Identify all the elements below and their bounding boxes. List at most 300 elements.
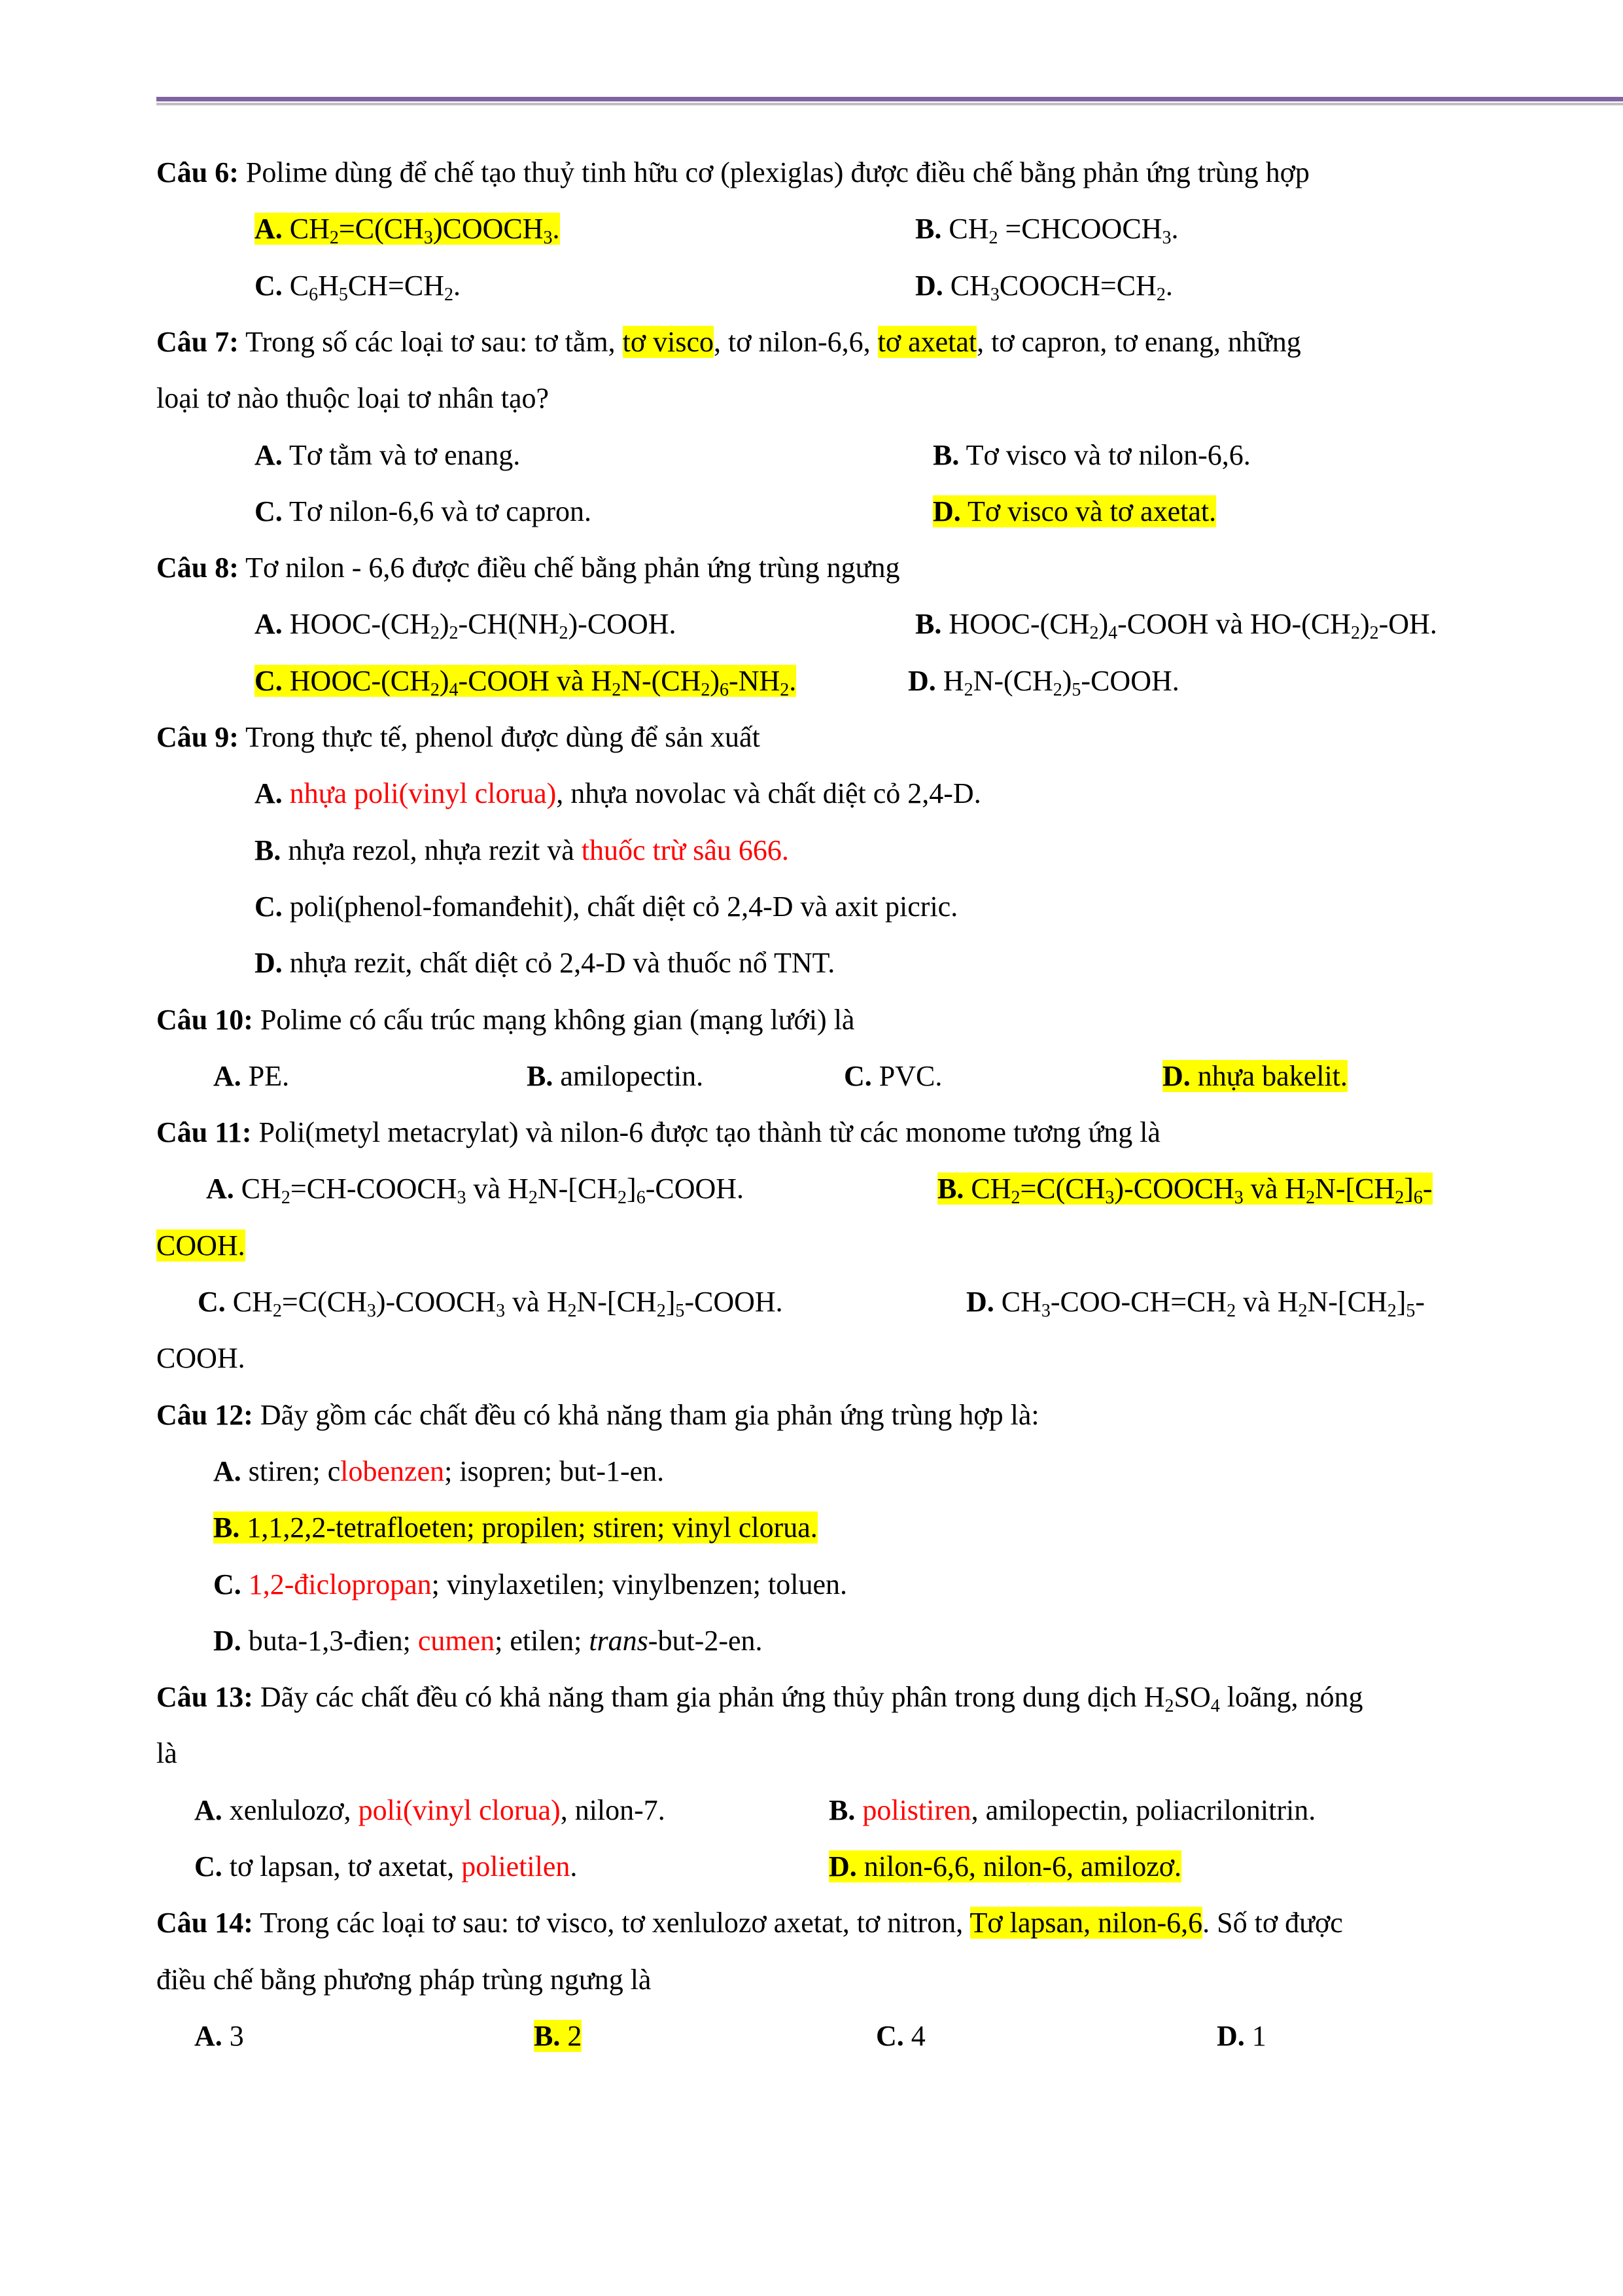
text-segment: 2: [612, 679, 621, 700]
answer-option[interactable]: [908, 653, 1179, 709]
correct-answer-highlight: [254, 664, 797, 700]
question-number: Câu 10:: [156, 1003, 253, 1036]
option-label: D.: [1162, 1059, 1191, 1092]
question-number: Câu 11:: [156, 1116, 252, 1149]
text-segment: HOOC-(CH: [289, 608, 430, 641]
option-label: B.: [213, 1511, 240, 1544]
text-segment: N-(CH: [621, 664, 701, 697]
answer-option[interactable]: [198, 1274, 783, 1330]
option-label: B.: [829, 1793, 856, 1826]
text-segment: 5: [338, 284, 348, 305]
text-segment: .: [552, 213, 560, 245]
answer-option-continuation: [156, 1218, 245, 1274]
marked-text: nhựa poli(vinyl clorua): [289, 777, 557, 810]
option-content: [844, 1060, 942, 1092]
option-content: [254, 439, 520, 471]
text-segment: ; etilen;: [495, 1624, 589, 1657]
text-segment: ; isopren; but-1-en.: [444, 1455, 665, 1487]
answer-option[interactable]: [933, 427, 1251, 484]
marked-text: polistiren: [862, 1793, 971, 1826]
text-segment: 3: [229, 2019, 244, 2052]
option-label: D.: [829, 1850, 857, 1882]
correct-answer-highlight: [937, 1173, 1433, 1209]
text-segment: 3: [1041, 1301, 1051, 1321]
text-segment: Tơ visco và tơ nilon-6,6.: [966, 438, 1251, 471]
option-label: B.: [933, 438, 960, 471]
text-segment: 1: [1251, 2019, 1266, 2052]
text-segment: Dãy các chất đều có khả năng tham gia phản ứng thủy phân trong dung dịch H: [260, 1681, 1165, 1714]
text-segment: 2: [559, 623, 568, 644]
correct-answer-highlight: [213, 1511, 818, 1544]
answer-option[interactable]: [534, 2008, 582, 2064]
text-segment: ]: [1404, 1173, 1414, 1205]
text-segment: HOOC-(CH: [289, 664, 430, 697]
option-label: A.: [194, 1793, 222, 1826]
option-label: A.: [213, 1059, 241, 1092]
text-segment: .: [453, 269, 461, 302]
question-stem: [156, 1669, 1363, 1725]
option-label: C.: [254, 890, 283, 923]
answer-option-continuation: [156, 1330, 245, 1386]
highlighted-text: Tơ lapsan, nilon-6,6: [969, 1907, 1203, 1939]
text-segment: COOH.: [156, 1229, 245, 1262]
option-label: D.: [908, 664, 936, 697]
answer-option[interactable]: [213, 1048, 289, 1104]
correct-answer-highlight: [1162, 1060, 1348, 1092]
text-segment: amilopectin.: [560, 1059, 704, 1092]
text-segment: COOCH=CH: [999, 269, 1157, 302]
text-segment: trans: [589, 1624, 648, 1657]
question-number: Câu 14:: [156, 1907, 253, 1939]
option-content: [198, 1286, 783, 1321]
option-label: A.: [254, 777, 283, 810]
text-segment: )COOCH: [432, 213, 544, 245]
option-label: C.: [254, 269, 283, 302]
correct-answer-highlight: [156, 1229, 245, 1262]
marked-text: lobenzen: [340, 1455, 445, 1487]
option-content: [527, 1060, 703, 1092]
text-segment: =C(CH: [338, 213, 424, 245]
text-segment: CH: [971, 1173, 1011, 1205]
text-segment: 3: [423, 228, 433, 249]
answer-option[interactable]: [915, 201, 1178, 257]
text-segment: =CHCOOCH: [998, 213, 1162, 245]
highlighted-text: tơ axetat: [877, 325, 977, 358]
text-segment: 2: [444, 284, 453, 305]
correct-answer-highlight: [933, 495, 1216, 527]
option-content: [194, 1794, 665, 1826]
text-segment: CH: [1001, 1286, 1041, 1318]
header-rule: [156, 97, 1623, 101]
option-label: D.: [915, 269, 943, 302]
option-label: C.: [198, 1286, 226, 1318]
answer-option[interactable]: [254, 766, 981, 822]
text-segment: 2: [329, 228, 339, 249]
question-stem: [156, 992, 854, 1048]
text-segment: 2: [430, 679, 440, 700]
text-segment: .: [1171, 213, 1179, 245]
question-stem: [156, 370, 549, 427]
text-segment: là: [156, 1737, 177, 1770]
text-segment: 2: [567, 2019, 582, 2052]
text-segment: 2: [656, 1301, 666, 1321]
text-segment: ): [1098, 608, 1109, 641]
text-segment: -: [1415, 1286, 1425, 1318]
text-segment: -COOH.: [684, 1286, 783, 1318]
answer-option[interactable]: [915, 596, 1437, 652]
question-number: Câu 12:: [156, 1398, 253, 1431]
text-segment: =C(CH: [281, 1286, 367, 1318]
text-segment: Dãy gồm các chất đều có khả năng tham gia phản ứng trùng hợp là:: [260, 1398, 1039, 1431]
question-stem: [156, 145, 1310, 201]
answer-option[interactable]: [254, 484, 591, 540]
marked-text: poli(vinyl clorua): [358, 1793, 561, 1826]
text-segment: -COOH và H: [458, 664, 612, 697]
text-segment: .: [1165, 269, 1173, 302]
correct-answer-highlight: [829, 1850, 1181, 1882]
text-segment: SO: [1174, 1681, 1211, 1714]
answer-option[interactable]: [1162, 1048, 1348, 1104]
text-segment: Tơ nilon-6,6 và tơ capron.: [289, 495, 591, 527]
text-segment: .: [570, 1850, 578, 1882]
text-segment: H: [318, 269, 339, 302]
option-label: A.: [206, 1173, 234, 1205]
option-content: [915, 608, 1437, 644]
text-segment: tơ lapsan, tơ axetat,: [229, 1850, 462, 1882]
text-segment: -OH.: [1378, 608, 1437, 641]
text-segment: 2: [1306, 1188, 1316, 1209]
question-number: Câu 6:: [156, 156, 239, 188]
answer-option[interactable]: [1217, 2008, 1266, 2064]
marked-text: 1,2-điclopropan: [248, 1568, 432, 1600]
text-segment: 2: [1156, 284, 1166, 305]
option-content: [829, 1794, 1316, 1826]
option-content: [915, 213, 1179, 249]
highlighted-text: tơ visco: [622, 325, 714, 358]
text-segment: loãng, nóng: [1219, 1681, 1363, 1714]
marked-text: thuốc trừ sâu 666.: [581, 834, 789, 866]
text-segment: 2: [1387, 1301, 1397, 1321]
text-segment: 2: [449, 623, 459, 644]
text-segment: ]: [665, 1286, 676, 1318]
option-label: A.: [254, 608, 283, 641]
text-segment: N-[CH: [576, 1286, 657, 1318]
option-content: [213, 1625, 763, 1657]
text-segment: Trong số các loại tơ sau: tơ tằm,: [245, 325, 623, 358]
text-segment: loại tơ nào thuộc loại tơ nhân tạo?: [156, 382, 550, 415]
text-segment: 3: [457, 1188, 466, 1209]
text-segment: 3: [543, 228, 553, 249]
text-segment: 2: [567, 1301, 577, 1321]
option-content: [254, 834, 789, 866]
text-segment: , nilon-7.: [560, 1793, 665, 1826]
option-content: [254, 891, 958, 923]
option-content: [206, 1173, 744, 1209]
text-segment: 3: [496, 1301, 506, 1321]
text-segment: CH: [289, 213, 330, 245]
text-segment: Poli(metyl metacrylat) và nilon-6 được tạo thành từ các monome tương ứng là: [258, 1116, 1161, 1149]
text-segment: )-COOCH: [375, 1286, 497, 1318]
text-segment: 3: [1105, 1188, 1115, 1209]
text-segment: =C(CH: [1020, 1173, 1106, 1205]
header-rule-shadow: [156, 103, 1623, 105]
text-segment: 2: [1011, 1188, 1021, 1209]
text-segment: -COOH.: [645, 1173, 744, 1205]
text-segment: Trong các loại tơ sau: tơ visco, tơ xenlulozơ axetat, tơ nitron,: [260, 1907, 970, 1939]
option-label: C.: [254, 495, 283, 527]
option-label: A.: [213, 1455, 241, 1487]
answer-option[interactable]: [206, 1161, 744, 1217]
option-label: C.: [876, 2019, 904, 2052]
option-label: B.: [527, 1059, 553, 1092]
text-segment: 2: [964, 679, 973, 700]
text-segment: N-[CH: [537, 1173, 618, 1205]
answer-option[interactable]: [194, 1782, 665, 1839]
option-label: D.: [1217, 2019, 1245, 2052]
text-segment: COOH.: [156, 1342, 245, 1375]
text-segment: CH: [241, 1173, 281, 1205]
marked-text: cumen: [417, 1624, 495, 1657]
answer-option[interactable]: [213, 1613, 763, 1669]
option-label: D.: [254, 947, 283, 980]
text-segment: 1,1,2,2-tetrafloeten; propilen; stiren; vinyl clorua.: [247, 1511, 818, 1544]
option-content: [194, 2020, 244, 2052]
option-label: D.: [933, 495, 961, 527]
text-segment: N-[CH: [1315, 1173, 1395, 1205]
text-segment: buta-1,3-đien;: [248, 1624, 418, 1657]
question-stem: [156, 1387, 1039, 1443]
text-segment: =CH-COOCH: [290, 1173, 457, 1205]
text-segment: ; vinylaxetilen; vinylbenzen; toluen.: [431, 1568, 847, 1600]
question-number: Câu 8:: [156, 552, 239, 584]
text-segment: 6: [309, 284, 319, 305]
marked-text: polietilen: [461, 1850, 570, 1882]
text-segment: 2: [618, 1188, 627, 1209]
option-content: [933, 439, 1251, 471]
text-segment: N-[CH: [1307, 1286, 1387, 1318]
text-segment: Tơ nilon - 6,6 được điều chế bằng phản ứng trùng ngưng: [245, 552, 900, 584]
text-segment: -: [1422, 1173, 1433, 1205]
answer-option[interactable]: [254, 258, 461, 314]
text-segment: 2: [1298, 1301, 1308, 1321]
question-stem: [156, 709, 760, 766]
text-segment: . Số tơ được: [1202, 1907, 1343, 1939]
option-content: [254, 947, 835, 979]
option-label: C.: [213, 1568, 241, 1600]
answer-option[interactable]: [966, 1274, 1425, 1330]
option-label: B.: [915, 213, 942, 245]
text-segment: 2: [272, 1301, 282, 1321]
option-content: [915, 269, 1173, 305]
question-stem: [156, 314, 1301, 370]
text-segment: nhựa rezol, nhựa rezit và: [288, 834, 582, 866]
text-segment: 4: [449, 679, 459, 700]
question-number: Câu 9:: [156, 721, 239, 753]
text-segment: ]: [627, 1173, 637, 1205]
option-content: [156, 1342, 245, 1374]
answer-option[interactable]: [933, 484, 1216, 540]
text-segment: ]: [1396, 1286, 1406, 1318]
option-label: C.: [254, 664, 283, 697]
text-segment: .: [789, 664, 797, 697]
text-segment: stiren; c: [248, 1455, 341, 1487]
question-number: Câu 7:: [156, 325, 239, 358]
question-stem: [156, 1104, 1161, 1161]
text-segment: 2: [701, 679, 710, 700]
text-segment: H: [943, 664, 964, 697]
text-segment: nhựa rezit, chất diệt cỏ 2,4-D và thuốc nổ TNT.: [289, 947, 835, 980]
answer-option[interactable]: [527, 1048, 703, 1104]
text-segment: và H: [505, 1286, 568, 1318]
text-segment: và H: [1236, 1286, 1299, 1318]
text-segment: 3: [366, 1301, 376, 1321]
text-segment: PE.: [248, 1059, 290, 1092]
text-segment: 5: [1406, 1301, 1416, 1321]
option-label: D.: [213, 1624, 241, 1657]
option-label: C.: [194, 1850, 222, 1882]
question-stem: [156, 1725, 177, 1782]
answer-option[interactable]: [194, 1839, 577, 1895]
text-segment: 5: [1072, 679, 1081, 700]
option-label: B.: [937, 1173, 964, 1205]
text-segment: 6: [636, 1188, 646, 1209]
text-segment: CH: [950, 269, 990, 302]
text-segment: 2: [281, 1188, 290, 1209]
text-segment: 2: [1053, 679, 1062, 700]
text-segment: C: [289, 269, 309, 302]
text-segment: -COO-CH=CH: [1050, 1286, 1227, 1318]
option-content: [966, 1286, 1425, 1321]
answer-option[interactable]: [254, 879, 958, 935]
text-segment: Trong thực tế, phenol được dùng để sản xuất: [245, 721, 760, 753]
text-segment: 3: [1234, 1188, 1244, 1209]
text-segment: -but-2-en.: [648, 1624, 763, 1657]
text-segment: ): [439, 664, 449, 697]
answer-option[interactable]: [254, 201, 560, 257]
text-segment: nilon-6,6, nilon-6, amilozơ.: [864, 1850, 1181, 1882]
text-segment: -NH: [729, 664, 780, 697]
text-segment: )-COOH.: [568, 608, 676, 641]
text-segment: 6: [720, 679, 729, 700]
text-segment: 2: [528, 1188, 538, 1209]
answer-option[interactable]: [254, 935, 835, 991]
option-label: C.: [844, 1059, 872, 1092]
text-segment: 2: [1089, 623, 1099, 644]
text-segment: 2: [1227, 1301, 1236, 1321]
option-label: A.: [194, 2019, 222, 2052]
question-number: Câu 13:: [156, 1681, 253, 1714]
answer-option[interactable]: [254, 427, 520, 484]
text-segment: CH: [949, 213, 989, 245]
text-segment: Tơ tằm và tơ enang.: [289, 438, 521, 471]
answer-option[interactable]: [876, 2008, 926, 2064]
option-content: [876, 2020, 926, 2052]
text-segment: ): [1359, 608, 1370, 641]
option-content: [254, 269, 461, 305]
option-label: A.: [254, 438, 283, 471]
text-segment: nhựa bakelit.: [1197, 1059, 1348, 1092]
text-segment: 2: [430, 623, 440, 644]
question-stem: [156, 540, 899, 596]
text-segment: 2: [1369, 623, 1379, 644]
answer-option[interactable]: [915, 258, 1173, 314]
text-segment: 6: [1413, 1188, 1423, 1209]
text-segment: PVC.: [879, 1059, 943, 1092]
option-content: [908, 664, 1179, 700]
option-label: B.: [254, 834, 281, 866]
text-segment: ): [439, 608, 449, 641]
text-segment: và H: [466, 1173, 529, 1205]
text-segment: CH: [232, 1286, 273, 1318]
question-stem: [156, 1895, 1343, 1951]
question-stem: [156, 1952, 651, 2008]
option-label: B.: [915, 608, 942, 641]
correct-answer-highlight: [254, 213, 560, 249]
answer-option[interactable]: [844, 1048, 942, 1104]
option-label: B.: [534, 2019, 561, 2052]
option-label: D.: [966, 1286, 994, 1318]
answer-option[interactable]: [194, 2008, 244, 2064]
text-segment: Polime có cấu trúc mạng không gian (mạng lưới) là: [260, 1003, 855, 1036]
option-content: [213, 1455, 664, 1487]
text-segment: ): [1062, 664, 1072, 697]
answer-option[interactable]: [254, 822, 789, 879]
text-segment: , nhựa novolac và chất diệt cỏ 2,4-D.: [556, 777, 981, 810]
text-segment: , tơ capron, tơ enang, những: [977, 325, 1301, 358]
option-content: [1217, 2020, 1266, 2052]
text-segment: 2: [1350, 623, 1360, 644]
text-segment: và H: [1243, 1173, 1306, 1205]
option-content: [254, 495, 591, 527]
text-segment: 3: [990, 284, 1000, 305]
text-segment: Tơ visco và tơ axetat.: [968, 495, 1217, 527]
answer-option[interactable]: [213, 1443, 664, 1500]
option-content: [194, 1850, 577, 1882]
option-content: [254, 608, 676, 644]
answer-option[interactable]: [213, 1500, 818, 1556]
answer-option[interactable]: [254, 653, 796, 709]
text-segment: -COOH và HO-(CH: [1117, 608, 1351, 641]
text-segment: xenlulozơ,: [229, 1793, 358, 1826]
text-segment: 4: [1210, 1696, 1220, 1717]
text-segment: 4: [1108, 623, 1118, 644]
correct-answer-highlight: [534, 2020, 582, 2052]
text-segment: )-COOCH: [1114, 1173, 1234, 1205]
text-segment: 3: [1162, 228, 1172, 249]
answer-option[interactable]: [829, 1839, 1181, 1895]
option-content: [213, 1060, 289, 1092]
answer-option[interactable]: [829, 1782, 1316, 1839]
text-segment: 2: [780, 679, 790, 700]
text-segment: điều chế bằng phương pháp trùng ngưng là: [156, 1963, 652, 1996]
text-segment: -COOH.: [1081, 664, 1179, 697]
text-segment: 2: [988, 228, 998, 249]
text-segment: , amilopectin, poliacrilonitrin.: [971, 1793, 1316, 1826]
answer-option[interactable]: [213, 1557, 847, 1613]
option-label: A.: [254, 213, 283, 245]
text-segment: Polime dùng để chế tạo thuỷ tinh hữu cơ (plexiglas) được điều chế bằng phản ứng trùng hợp: [245, 156, 1310, 188]
text-segment: 5: [675, 1301, 685, 1321]
text-segment: 4: [911, 2019, 926, 2052]
text-segment: CH=CH: [347, 269, 444, 302]
text-segment: HOOC-(CH: [949, 608, 1090, 641]
text-segment: 2: [1395, 1188, 1405, 1209]
answer-option[interactable]: [254, 596, 676, 652]
answer-option[interactable]: [937, 1161, 1433, 1217]
text-segment: N-(CH: [973, 664, 1053, 697]
text-segment: poli(phenol-fomanđehit), chất diệt cỏ 2,4-D và axit picric.: [289, 890, 958, 923]
option-content: [213, 1568, 847, 1600]
